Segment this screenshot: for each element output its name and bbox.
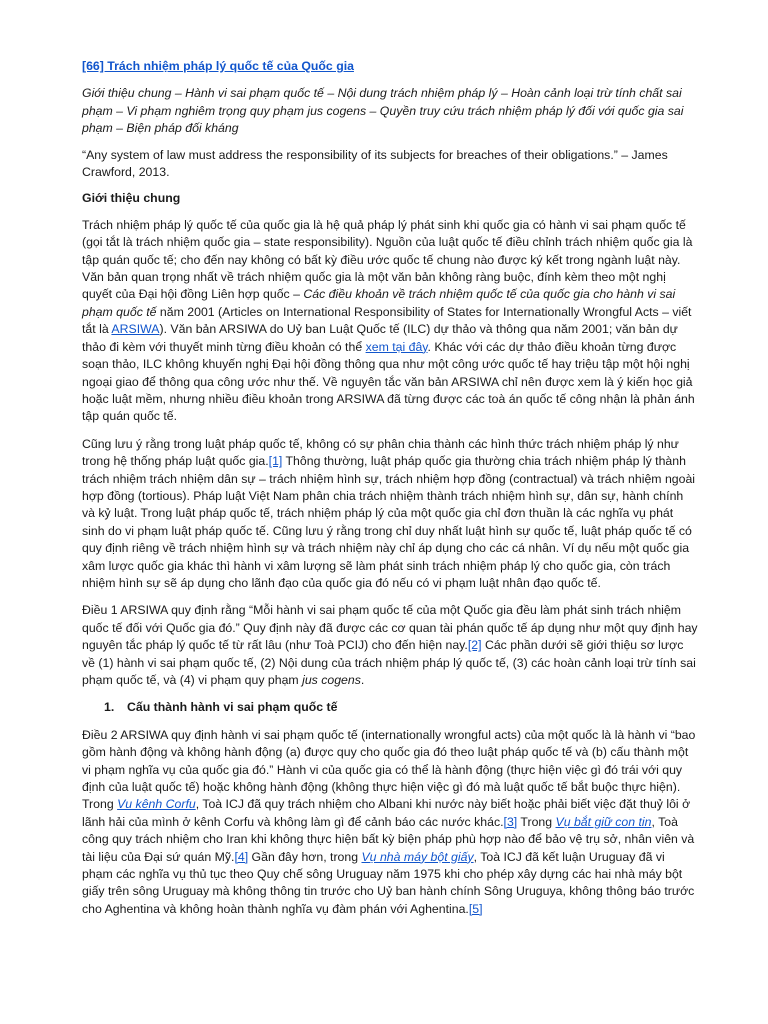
text-run: .: [360, 673, 365, 687]
text-run: Cũng lưu ý rằng trong luật pháp quốc tế, không có sự phân chia thành các hình thức trách nhiệm pháp lý như trong hệ thống pháp luật quốc gia.: [82, 436, 679, 469]
commentary-link[interactable]: xem tại đây: [365, 339, 428, 354]
document-title: [82, 58, 698, 75]
case-link-hostages[interactable]: Vụ bắt giữ con tin: [555, 814, 652, 829]
epigraph-quote: “Any system of law must address the responsibility of its subjects for breaches of their obligations.” – James Crawford, 2013.: [82, 147, 668, 180]
text-run: Điều 1 ARSIWA quy định rằng “Mỗi hành vi sai phạm quốc tế của một Quốc gia đều làm phát sinh trách nhiệm quốc tế đối với Quốc gia đó.” Quy định này đã được các cơ quan tài phán quốc tế áp dụng như một quy định hay nguyên tắc pháp lý quốc tế từ rất lâu (như Toà PCIJ) cho đến hiện nay.: [82, 603, 698, 653]
text-run: Thông thường, luật pháp quốc gia thường chia trách nhiệm pháp lý thành trách nhiệm trách nhiệm dân sự – trách nhiệm hình sự, trách nhiệm hợp đồng (contractual) và trách nhiệm ngoài hợp đồng (tortious). Pháp luật Việt Nam phân chia trách nhiệm thành trách nhiệm hình sự, dân sự, hành chính và kỷ luật. Trong luật pháp quốc tế, trách nhiệm pháp lý của một quốc gia chỉ đơn thuần là các nghĩa vụ phát sinh do vi phạm luật pháp quốc tế. Cũng lưu ý rằng trong chỉ duy nhất luật hình sự quốc tế, luật pháp quốc tế có quy định riêng về trách nhiệm hình sự và trách nhiệm này chỉ áp dụng cho các cá nhân. Ví dụ nếu một quốc gia xâm lược quốc gia khác thì hành vi xâm lượng sẽ làm phát sinh trách nhiệm pháp lý cho quốc gia, còn trách nhiệm hình sự sẽ áp dụng cho lãnh đạo của quốc gia đó nếu có vi phạm luật nhân đạo quốc tế.: [82, 454, 696, 590]
text-run: Các phần dưới sẽ giới thiệu sơ lược về (1) hành vi sai phạm quốc tế, (2) Nội dung của trách nhiệm pháp lý quốc tế, (3) các hoàn cảnh loại trừ tính sai phạm quốc tế, và (4) vi phạm quy phạm: [82, 638, 696, 687]
text-run: Gần đây hơn, trong: [248, 849, 362, 864]
arsiwa-link[interactable]: ARSIWA: [111, 322, 160, 337]
text-run: , Toà ICJ đã quy trách nhiệm cho Albani khi nước này biết hoặc phải biết việc đặt thuỷ lôi ở lãnh hải của mình ở kênh Corfu và không làm gì để cảnh báo các nước khác.: [82, 797, 691, 829]
text-run-italic: jus cogens: [302, 673, 361, 687]
case-link-corfu[interactable]: Vụ kênh Corfu: [117, 797, 196, 812]
text-run: Trong: [517, 814, 556, 829]
footnote-link-1[interactable]: [1]: [268, 454, 283, 469]
footnote-link-5[interactable]: [5]: [468, 901, 483, 916]
text-run: Trách nhiệm pháp lý quốc tế của quốc gia là hệ quả pháp lý phát sinh khi quốc gia có hành vi sai phạm quốc tế (gọi tắt là trách nhiệm quốc gia – state responsibility). Nguồn của luật quốc tế điều chỉnh trách nhiệm quốc gia là tập quán quốc tế; cho đến nay không có bất kỳ điều ước quốc tế chung nào được ký kết trong ngành luật này. Văn bản quan trọng nhất về trách nhiệm quốc gia là một văn bản không ràng buộc, đính kèm theo một nghị quyết của Đại hội đồng Liên hợp quốc –: [82, 217, 693, 302]
section-heading-general: Giới thiệu chung: [82, 191, 181, 206]
case-link-pulp-mills[interactable]: Vụ nhà máy bột giấy: [361, 849, 474, 864]
text-run: ). Văn bản ARSIWA do Uỷ ban Luật Quốc tế (ILC) dự thảo và thông qua năm 2001; văn bản dự thảo đi kèm với thuyết minh từng điều khoản có thể: [82, 322, 678, 354]
paragraph-intro: [82, 217, 698, 426]
topics-summary: Giới thiệu chung – Hành vi sai phạm quốc tế – Nội dung trách nhiệm pháp lý – Hoàn cảnh loại trừ tính chất sai phạm – Vi phạm nghiêm trọng quy phạm jus cogens – Quyền truy cứu trách nhiệm pháp lý đối với quốc gia sai phạm – Biện pháp đối kháng: [82, 86, 684, 136]
footnote-link-4[interactable]: [4]: [234, 849, 249, 864]
text-run: , Toà ICJ đã kết luận Uruguay đã vi phạm các nghĩa vụ thủ tục theo Quy chế sông Uruguay năm 1975 khi cho phép xây dựng các hai nhà máy bột giấy trên sông Uruguay mà không thông tin trước cho Uỷ ban hành chính Sông Uruguya, không thông báo trước cho Aghentina và không hoàn thành nghĩa vụ đàm phán với Aghentina.: [82, 849, 695, 916]
text-run: năm 2001 (Articles on International Responsibility of States for Internationally Wrongful Acts – viết tắt là: [82, 304, 692, 337]
document-page: [82, 58, 698, 928]
paragraph-article-1: [82, 602, 698, 689]
footnote-link-3[interactable]: [3]: [503, 814, 518, 829]
section-heading-wrongful-acts: [104, 699, 698, 716]
footnote-link-2[interactable]: [2]: [467, 638, 482, 653]
text-run: Điều 2 ARSIWA quy định hành vi sai phạm quốc tế (internationally wrongful acts) của một quốc là là hành vi “bao gồm hành động và không hành động (a) được quy cho quốc gia đó theo luật pháp quốc tế và (b) cấu thành một vi phạm nghĩa vụ của quốc gia đó.” Hành vi của quốc gia có thể là hành động (thực hiện việc gì đó trái với quy định của luật quốc tế) hoặc không hành động (không thực hiện việc gì đó mà luật quốc tế bắt buộc thực hiện). Trong: [82, 727, 696, 812]
paragraph-forms-of-liability: [82, 436, 698, 593]
text-run-italic: Các điều khoản về trách nhiệm quốc tế của quốc gia cho hành vi sai phạm quốc tế: [82, 287, 676, 319]
list-heading-text: Cấu thành hành vi sai phạm quốc tế: [127, 700, 338, 715]
text-run: . Khác với các dự thảo điều khoản từng được soạn thảo, ILC không khuyến nghị Đại hội đồng thông qua như một công ước quốc tế hay triệu tập một hội nghị ngoại giao để thông qua công ước như thế. Về nguyên tắc văn bản ARSIWA chỉ nên được xem là ý kiến học giả hoặc luật mềm, nhưng nhiều điều khoản trong ARSIWA đã từng được các toà án quốc tế công nhận là phản ánh tập quán quốc tế.: [82, 339, 695, 424]
paragraph-article-2: [82, 727, 698, 918]
list-number: 1.: [104, 700, 115, 715]
document-title-link[interactable]: [66] Trách nhiệm pháp lý quốc tế của Quốc gia: [82, 59, 354, 73]
text-run: , Toà công quy trách nhiệm cho Iran khi không thực hiện bất kỳ biện pháp phù hợp nào để bảo vệ trụ sở, nhân viên và tài liệu của Đại sứ quán Mỹ.: [82, 814, 695, 864]
